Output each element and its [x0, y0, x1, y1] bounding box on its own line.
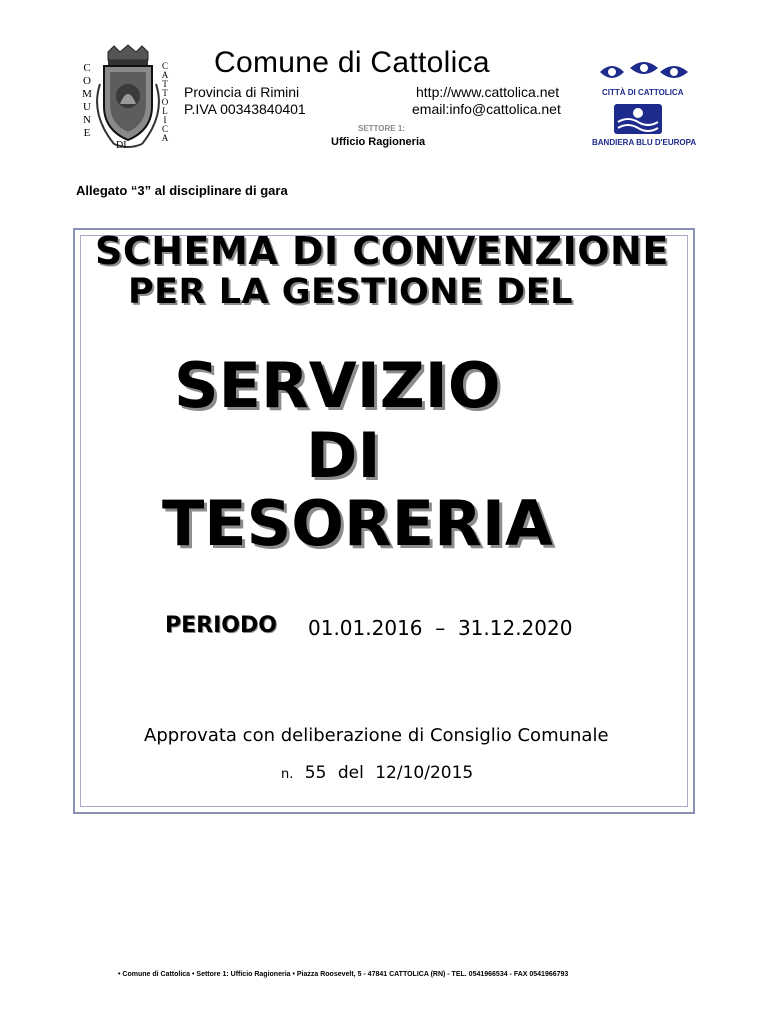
website-link[interactable]: http://www.cattolica.net: [416, 84, 560, 100]
numero-value: 55: [304, 763, 327, 783]
allegato-label: Allegato “3” al disciplinare di gara: [76, 183, 288, 198]
email-link[interactable]: email:info@cattolica.net: [412, 101, 561, 117]
periodo-range: 01.01.2016 – 31.12.2020: [308, 616, 573, 640]
citta-di-cattolica-logo: [598, 58, 690, 88]
document-subject-line-3: TESORERIA: [162, 487, 553, 560]
numero-prefix: n.: [281, 767, 294, 782]
province: Provincia di Rimini: [184, 84, 300, 100]
document-title-line-1: SCHEMA DI CONVENZIONE: [95, 229, 669, 273]
ufficio-label: Ufficio Ragioneria: [331, 136, 426, 148]
page-footer: • Comune di Cattolica • Settore 1: Ufficio Ragioneria • Piazza Roosevelt, 5 - 47841 CATTOLICA (RN) - TEL. 0541966534 - FAX 0541966793: [118, 971, 569, 978]
municipality-title: Comune di Cattolica: [214, 46, 490, 79]
deliberation-date: 12/10/2015: [375, 763, 474, 783]
approval-text: Approvata con deliberazione di Consiglio Comunale: [144, 725, 609, 746]
deliberation-number: [281, 763, 479, 783]
numero-del: del: [337, 763, 364, 783]
crest-letters-cattolica: C A T T O L I C A: [161, 61, 169, 143]
bandiera-blu-label: BANDIERA BLU D'EUROPA: [592, 138, 697, 147]
periodo-label: PERIODO: [165, 613, 277, 638]
citta-di-cattolica-label: CITTÀ DI CATTOLICA: [602, 88, 684, 97]
crest-letters-comune: C O M U N E: [82, 62, 92, 139]
blue-flag-logo: [614, 104, 662, 134]
document-subject-line-1: SERVIZIO: [174, 349, 501, 422]
document-title-line-2: PER LA GESTIONE DEL: [128, 272, 573, 312]
vat-number: P.IVA 00343840401: [184, 101, 306, 117]
document-subject-line-2: DI: [306, 419, 381, 492]
settore-label: SETTORE 1:: [358, 124, 405, 133]
crest-di: DI: [116, 140, 127, 151]
